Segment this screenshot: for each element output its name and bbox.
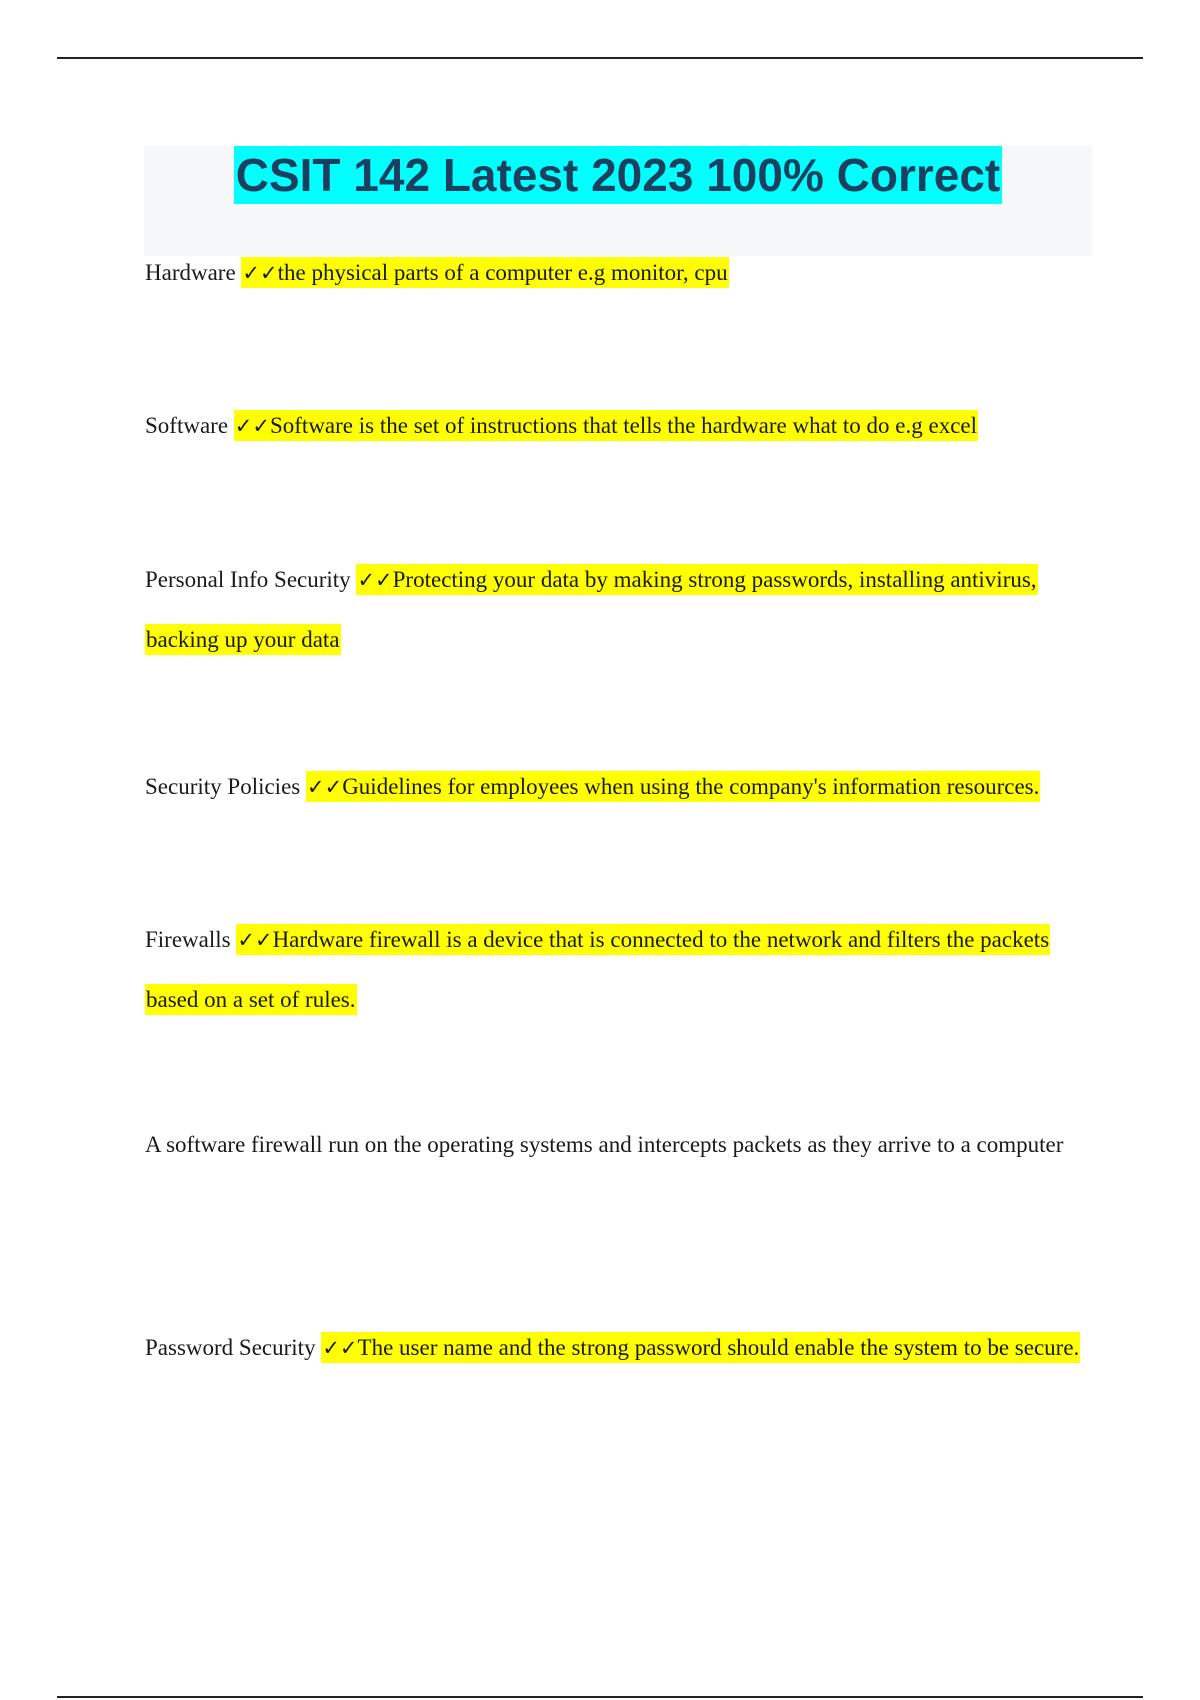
entry-term: Software: [145, 413, 229, 438]
document-title: [144, 146, 1092, 204]
entry-personal-info-security: [145, 550, 1105, 670]
entry-definition-highlight: [145, 924, 1050, 1015]
entry-definition-highlight: [321, 1332, 1080, 1363]
entry-definition-highlight: [241, 257, 728, 288]
entry-software: [145, 396, 1105, 456]
check-mark-icon: ✓✓: [322, 1336, 358, 1360]
title-band: [144, 146, 1092, 256]
check-mark-icon: ✓✓: [237, 928, 273, 952]
software-firewall-paragraph: A software firewall run on the operating systems and intercepts packets as they arrive to a computer: [145, 1132, 1064, 1157]
entry-security-policies: [145, 757, 1105, 817]
entry-firewalls: [145, 910, 1105, 1030]
entry-term: Personal Info Security: [145, 567, 351, 592]
entry-definition: The user name and the strong password should enable the system to be secure.: [357, 1335, 1080, 1360]
entry-definition: Software is the set of instructions that tells the hardware what to do e.g excel: [269, 413, 978, 438]
check-mark-icon: ✓✓: [306, 775, 343, 799]
entry-definition: Guidelines for employees when using the company's information resources.: [342, 774, 1040, 799]
entry-definition-highlight: [234, 410, 978, 441]
entry-definition-highlight: [306, 771, 1040, 802]
entry-term: Password Security: [145, 1335, 316, 1360]
check-mark-icon: ✓✓: [357, 568, 393, 592]
check-mark-icon: ✓✓: [242, 261, 278, 285]
entry-term: Security Policies: [145, 774, 301, 799]
footer-rule: [57, 1696, 1143, 1698]
check-mark-icon: ✓✓: [234, 414, 270, 438]
entry-definition: Protecting your data by making strong passwords, installing antivirus, backing up your data: [146, 567, 1037, 652]
entry-term: Firewalls: [145, 927, 231, 952]
entry-term: Hardware: [145, 260, 236, 285]
entry-definition: the physical parts of a computer e.g monitor, cpu: [277, 260, 728, 285]
entry-hardware: [145, 243, 1105, 303]
entry-password-security: [145, 1318, 1105, 1378]
document-title-text: CSIT 142 Latest 2023 100% Correct: [234, 146, 1003, 204]
header-rule: [57, 57, 1143, 59]
entry-definition: Hardware firewall is a device that is connected to the network and filters the packets based on a set of rules.: [146, 927, 1050, 1012]
